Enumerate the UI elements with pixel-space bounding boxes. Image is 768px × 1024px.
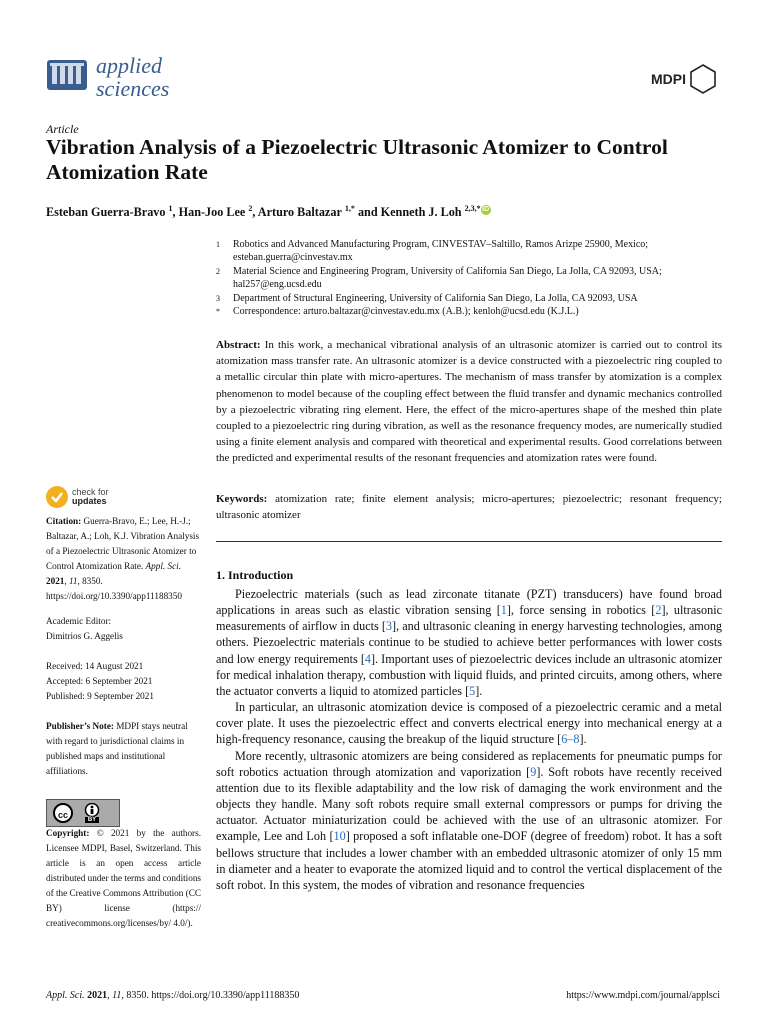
citation-journal: Appl. Sci. <box>145 561 181 571</box>
text-run: ]. <box>475 683 483 698</box>
affiliation-text: Material Science and Engineering Program, University of California San Diego, La Jolla, CA 92093, USA; hal257@eng.ucsd.edu <box>233 265 662 291</box>
text-run: More recently, ultrasonic atomizers are being considered as replacements for pneumatic pumps for soft robotics actuation through atomization and vaporization [ <box>216 748 722 779</box>
publication-dates <box>46 659 201 704</box>
author-separator: , <box>172 205 179 220</box>
citation-link[interactable]: 3 <box>385 619 393 634</box>
author-name[interactable]: Han-Joo Lee <box>178 205 246 220</box>
affiliation-mark: 2 <box>216 266 220 276</box>
journal-name <box>96 54 169 100</box>
affiliations <box>216 238 726 318</box>
section-heading: 1. Introduction <box>216 568 294 582</box>
author-separator: , <box>252 205 258 220</box>
text-run: ], force sensing in robotics [ <box>506 603 656 618</box>
keywords <box>216 491 722 523</box>
citation-pages: , 8350. <box>77 576 103 586</box>
body-paragraph <box>216 699 722 747</box>
citation-link[interactable]: 2 <box>655 603 662 618</box>
copyright-label: Copyright: <box>46 828 90 838</box>
footer-year: 2021 <box>87 990 108 1001</box>
footer-journal-url[interactable]: https://www.mdpi.com/journal/applsci <box>566 990 720 1001</box>
citation-link[interactable]: 10 <box>333 829 346 844</box>
affiliation-text: Correspondence: arturo.baltazar@cinvestav.edu.mx (A.B.); kenloh@ucsd.edu (K.J.L.) <box>233 306 579 318</box>
affiliation-item <box>216 305 726 318</box>
body-paragraph <box>216 748 722 893</box>
cc-by-license-badge[interactable] <box>46 799 120 827</box>
published-date: Published: 9 September 2021 <box>46 691 154 701</box>
author-affiliation-mark: 1,* <box>344 204 355 213</box>
affiliation-item <box>216 265 726 292</box>
text-run: In particular, an ultrasonic atomization device is composed of a piezoelectric ceramic and a metal cover plate. It uses the piezoelectric effect and converts electrical energy into mechanical energy at a high-frequency resonance, causing the breakup of the liquid structure [ <box>216 700 722 747</box>
publisher-note-label: Publisher’s Note: <box>46 721 114 731</box>
text-run: ]. Soft robots have recently received attention due to its flexible adaptability and the low risk of damaging the work environment and the objects they handle. Many soft robots require small external compressors or pumps for driving the actuator. Actuator miniaturization could be achieved with the use of an ultrasonic atomizer. For example, Lee and Loh [ <box>216 764 722 844</box>
text-run: Piezoelectric materials (such as lead zirconate titanate (PZT) transducers) have found broad applications in areas such as elastic vibration sensing [ <box>216 587 722 618</box>
received-date: Received: 14 August 2021 <box>46 661 144 671</box>
author-name[interactable]: Arturo Baltazar <box>257 205 342 220</box>
text-run: ]. <box>579 732 587 747</box>
copyright-text: © 2021 by the authors. Licensee MDPI, Basel, Switzerland. This article is an open access article distributed under the terms and conditions of the Creative Commons Attribution (CC BY) license (https:// creativecommons.org/licenses/by/ 4.0/). <box>46 828 201 928</box>
footer-citation: Appl. Sci. 2021, 11, 8350. https://doi.org/10.3390/app11188350 <box>46 990 300 1001</box>
citation-label: Citation: <box>46 516 82 526</box>
footer-journal: Appl. Sci. <box>46 990 85 1001</box>
citation-doi-link[interactable]: https://doi.org/10.3390/app11188350 <box>46 591 182 601</box>
affiliation-text: Robotics and Advanced Manufacturing Program, CINVESTAV–Saltillo, Ramos Arizpe 25900, Mexico; esteban.guerra@cinvestav.mx <box>233 239 649 264</box>
author-name[interactable]: Esteban Guerra-Bravo <box>46 205 166 220</box>
author-separator: and <box>354 205 381 220</box>
check-for-updates-button[interactable] <box>46 486 109 508</box>
publisher-note <box>46 719 201 779</box>
body-paragraph <box>216 586 722 699</box>
publisher-name: MDPI <box>651 71 686 87</box>
affiliation-text: Department of Structural Engineering, University of California San Diego, La Jolla, CA 92093, USA <box>233 292 638 304</box>
citation-text: Guerra-Bravo, E.; Lee, H.-J.; Baltazar, A.; Loh, K.J. Vibration Analysis of a Piezoelectric Ultrasonic Atomizer to Control Atomization Rate. <box>46 516 200 571</box>
academic-editor <box>46 614 201 644</box>
author-affiliation-mark: 2,3,* <box>464 204 481 213</box>
journal-name-line2: sciences <box>96 76 170 101</box>
orcid-icon[interactable]: iD <box>482 206 490 213</box>
citation-link[interactable]: 9 <box>530 764 537 779</box>
journal-name-line1: applied <box>96 53 162 78</box>
section-divider <box>216 541 722 542</box>
author-affiliation-mark: 1 <box>168 204 173 213</box>
article-type: Article <box>46 122 79 136</box>
publisher-note-text: MDPI stays neutral with regard to jurisdictional claims in published maps and institutional affiliations. <box>46 721 188 776</box>
text-run: ]. Important uses of piezoelectric devices include an ultrasonic atomizer for medical inhalation therapy, combustion with liquid fluids, and printed circuits, among others, where the actuator converts a liquid to atomized particles [ <box>216 651 723 698</box>
citation-link[interactable]: 1 <box>500 603 507 618</box>
citation-volume: 11 <box>68 576 78 586</box>
affiliation-item <box>216 238 726 265</box>
affiliation-mark: 1 <box>216 240 220 249</box>
abstract-label: Abstract: <box>216 339 261 351</box>
citation-link[interactable]: 6–8 <box>561 732 580 747</box>
attribution-icon <box>83 803 101 823</box>
author-list <box>46 204 491 220</box>
footer-volume: 11 <box>112 990 122 1001</box>
publisher-logo[interactable] <box>651 64 716 94</box>
accepted-date: Accepted: 6 September 2021 <box>46 676 153 686</box>
article-body <box>216 586 722 893</box>
journal-icon <box>46 54 88 94</box>
editor-name: Dimitrios G. Aggelis <box>46 631 123 641</box>
article-title: Vibration Analysis of a Piezoelectric Ultrasonic Atomizer to Control Atomization Rate <box>46 135 668 184</box>
author-affiliation-mark: 2 <box>248 204 253 213</box>
affiliation-item <box>216 292 726 305</box>
citation-year: 2021 <box>46 576 65 586</box>
check-updates-line1: check for <box>72 487 109 497</box>
journal-logo[interactable] <box>46 54 169 100</box>
citation-block: Citation: Guerra-Bravo, E.; Lee, H.-J.; Baltazar, A.; Loh, K.J. Vibration Analysis of a Piezoelectric Ultrasonic Atomizer to Control Atomization Rate. Appl. Sci. 2021, 11, 8350. https://doi.org/10.3390/app11188350 <box>46 516 200 601</box>
citation-link[interactable]: 4 <box>364 651 371 666</box>
affiliation-mark: * <box>216 307 220 317</box>
by-label: BY <box>85 817 99 823</box>
author-name[interactable]: Kenneth J. Loh <box>380 205 462 220</box>
abstract-text: In this work, a mechanical vibrational analysis of an ultrasonic atomizer is carried out to control its atomization mass transfer rate. An ultrasonic atomizer is a device constructed with a piezoelectric ring coupled to a metallic circular thin plate with micro-apertures. The mechanism of mass transfer by atomization is a complex phenomenon to model because of the coupling effect between the fluid transfer and dynamic mechanics controlled by a piezoelectric vibrating ring element. Here, the effect of the micro-apertures shape of the meshed thin plate coupled to a piezoelectric ring during vibration, as well as the resonance frequency modes, are numerically studied using a finite element analysis and compared with theoretical and experimental results. Good correlations between the predicted and experimental results of the resonant frequencies and atomization rates were found. <box>216 339 722 465</box>
abstract <box>216 337 722 467</box>
keywords-text: atomization rate; finite element analysis; micro-apertures; piezoelectric; resonant frequency; ultrasonic atomizer <box>216 493 722 522</box>
text-run: ], and ultrasonic cleaning in energy harvesting technologies, among others. Piezoelectric materials continue to be studied to achieve better performances with lower costs and low energy requirements [ <box>216 619 723 666</box>
citation-link[interactable]: 5 <box>469 683 476 698</box>
copyright-notice <box>46 826 201 931</box>
text-run: ], ultrasonic measurements of airflow in ducts [ <box>216 603 722 634</box>
mdpi-hexagon-icon <box>690 64 716 94</box>
editor-label: Academic Editor: <box>46 616 112 626</box>
keywords-label: Keywords: <box>216 493 268 505</box>
text-run: ] proposed a soft inflatable one-DOF (degree of freedom) robot. It has a soft bellows structure that includes a lower chamber with an embedded ultrasonic atomizer of only 15 mm in diameter and a heater to evaporate the atomized liquid and to control the vertical displacement of the soft robot. In this system, the modes of vibration and resonance frequencies <box>216 829 722 892</box>
affiliation-mark: 3 <box>216 293 220 303</box>
creative-commons-icon: cc <box>53 803 73 823</box>
footer-doi-link[interactable]: , 8350. https://doi.org/10.3390/app11188350 <box>121 990 300 1001</box>
check-updates-label <box>72 488 109 506</box>
checkmark-icon <box>46 486 68 508</box>
check-updates-line2: updates <box>72 496 107 506</box>
